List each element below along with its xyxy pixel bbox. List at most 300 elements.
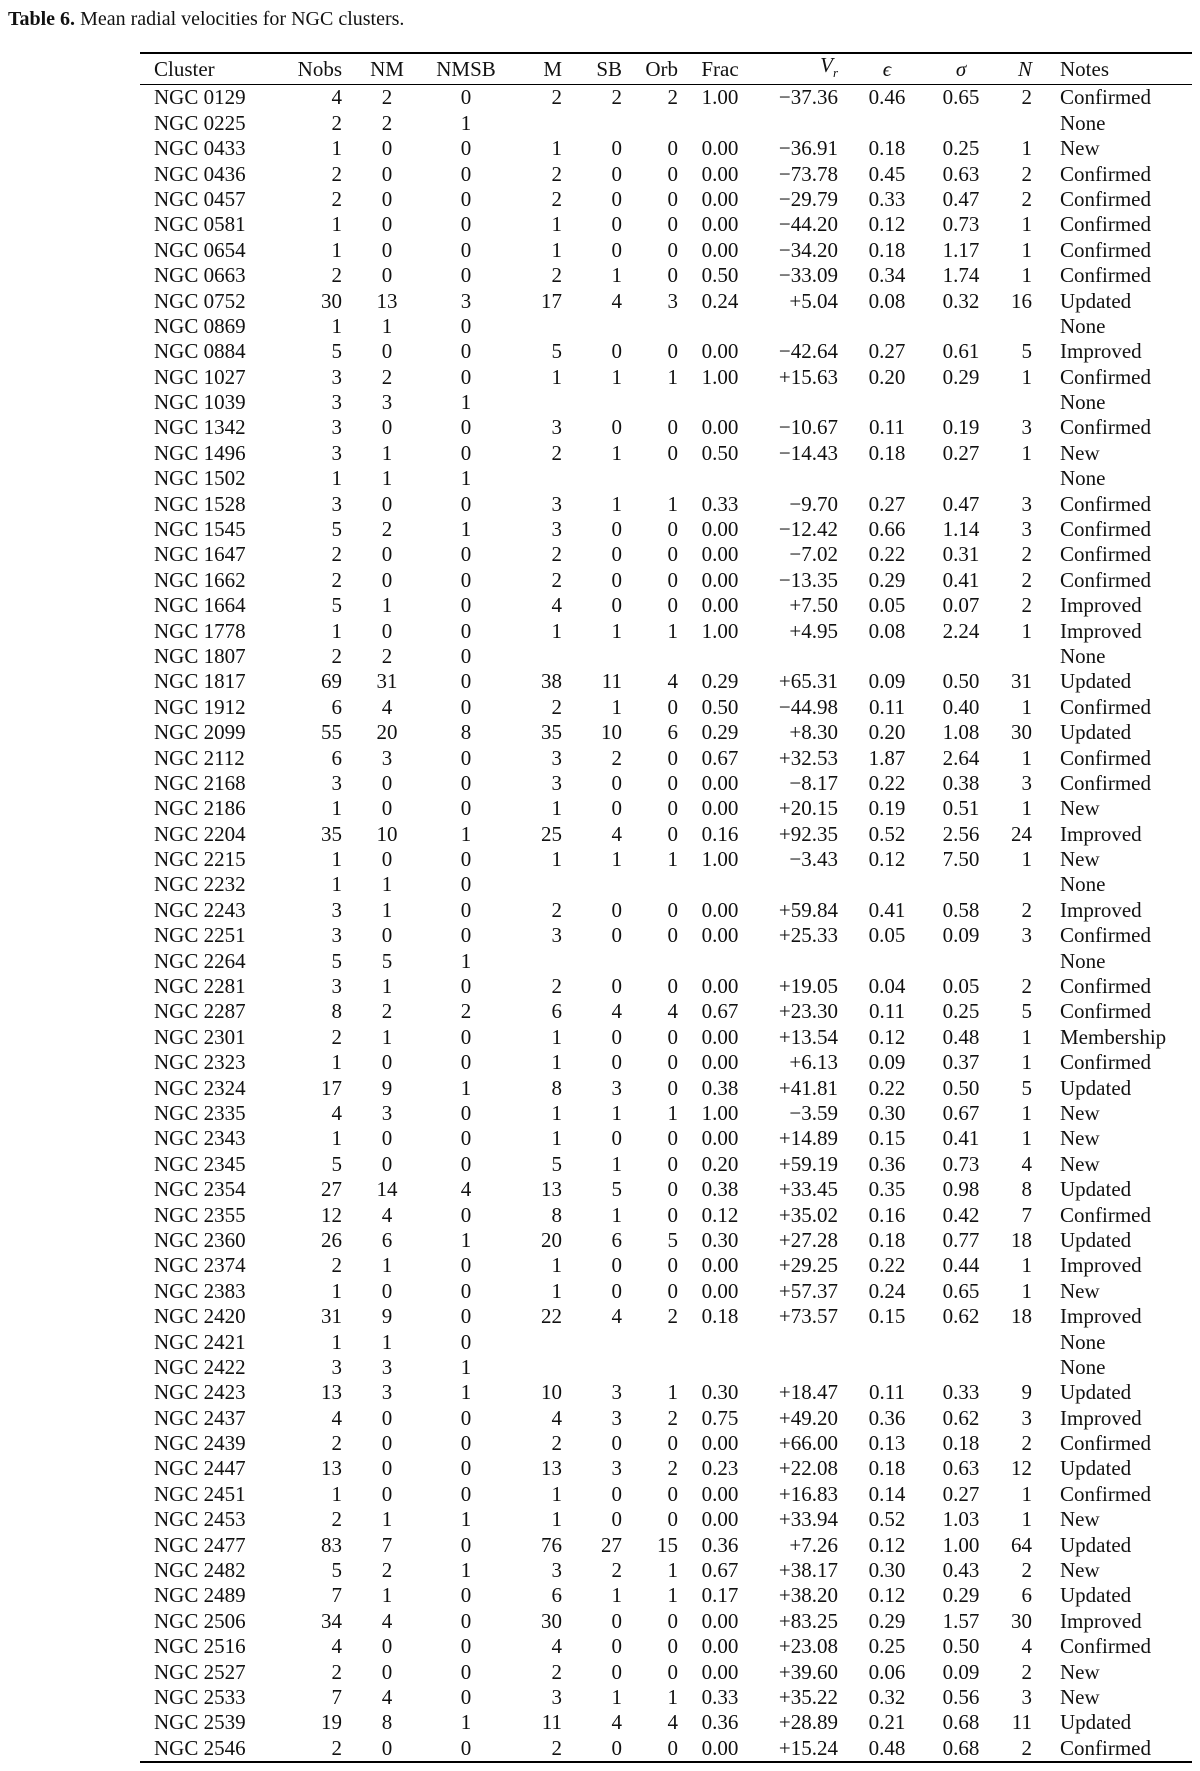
cell-nm: 0 [381,415,393,440]
cell-epsilon: 0.05 [868,923,906,948]
cell-epsilon: 0.18 [868,1456,906,1481]
cell-orb: 0 [667,339,678,364]
cell-vr: +14.89 [778,1126,838,1151]
cell-sigma: 0.40 [942,694,980,719]
cell-n [994,466,1038,491]
cell-sigma: 0.27 [942,1481,980,1506]
cell-sigma: 0.68 [942,1710,980,1735]
cell-nm: 4 [381,1608,393,1633]
cell-nmsb: 1 [460,1710,472,1735]
cell-nm: 1 [381,440,393,465]
cell-vr: −37.36 [778,85,838,110]
cell-notes: None [1060,643,1106,668]
cell-nmsb: 1 [460,1227,472,1252]
cell-sb: 1 [611,263,622,288]
cell-vr: +41.81 [778,1075,838,1100]
cell-m: 1 [551,1481,562,1506]
cell-nobs: 83 [321,1532,342,1557]
cell-nobs: 5 [331,517,342,542]
cell-vr: +38.20 [778,1583,838,1608]
cell-vr: −3.43 [789,847,838,872]
cell-orb: 0 [667,593,678,618]
cell-sb: 0 [611,923,622,948]
cell-sigma: 0.61 [942,339,980,364]
table-row [140,136,1192,161]
cell-m: 4 [551,593,562,618]
cell-notes: New [1060,1151,1100,1176]
cell-frac: 0.00 [701,897,739,922]
header-n: N [1017,57,1032,82]
cell-m [512,1355,570,1380]
header-sigma: σ [955,57,967,82]
cell-n: 4 [1021,1634,1032,1659]
cell-sb: 0 [611,593,622,618]
cell-m [512,390,570,415]
table-row [140,974,1192,999]
cell-n: 1 [1021,136,1032,161]
cell-sb: 2 [611,745,622,770]
table-row [140,542,1192,567]
table-row [140,1583,1192,1608]
table-row [140,1710,1192,1735]
cell-nobs: 1 [331,212,342,237]
header-sb: SB [596,57,622,82]
cell-sb: 0 [611,161,622,186]
cell-epsilon: 0.18 [868,237,906,262]
cell-orb: 0 [667,770,678,795]
cell-vr [750,314,846,339]
cell-cluster: NGC 1027 [154,364,246,389]
cell-nm: 3 [381,745,393,770]
cell-nm: 0 [381,542,393,567]
table-row [140,1558,1192,1583]
cell-nm: 0 [381,1126,393,1151]
cell-cluster: NGC 2264 [154,948,246,973]
cell-nm: 1 [381,1024,393,1049]
cell-orb: 0 [667,567,678,592]
cell-frac: 1.00 [701,618,739,643]
cell-sb: 0 [611,237,622,262]
cell-cluster: NGC 2335 [154,1101,246,1125]
cell-cluster: NGC 2354 [154,1177,246,1202]
cell-nobs: 2 [331,161,342,186]
cell-cluster: NGC 2423 [154,1380,246,1405]
cell-sigma: 1.14 [942,517,980,542]
cell-nobs: 1 [331,1481,342,1506]
cell-nm: 0 [381,1151,393,1176]
cell-notes: Improved [1060,618,1142,643]
table-row [140,1634,1192,1659]
cell-sigma: 0.73 [942,212,980,237]
cell-orb: 0 [667,212,678,237]
cell-sb: 0 [611,1050,622,1075]
cell-nobs: 3 [331,415,342,440]
cell-notes: Improved [1060,593,1142,618]
cell-sigma: 0.47 [942,491,980,516]
cell-m: 2 [551,974,562,999]
cell-frac: 0.36 [701,1532,739,1557]
cell-nobs: 3 [331,364,342,389]
cell-orb [630,111,690,136]
cell-frac: 0.75 [701,1405,739,1430]
cell-nmsb: 0 [460,263,472,288]
cell-nmsb: 0 [460,1431,472,1456]
cell-orb: 1 [667,847,678,872]
cell-nobs: 1 [331,796,342,821]
cell-n: 4 [1021,1151,1032,1176]
cell-nm: 0 [381,1278,393,1303]
cell-notes: Confirmed [1060,161,1151,186]
cell-nobs: 2 [331,1735,342,1760]
cell-m: 1 [551,1024,562,1049]
cell-nobs: 1 [331,136,342,161]
cell-nm: 0 [381,263,393,288]
table-row [140,364,1192,389]
cell-orb: 1 [667,491,678,516]
cell-nmsb: 1 [460,1380,472,1405]
cell-orb: 0 [667,1151,678,1176]
cell-nm: 2 [381,110,393,135]
cell-nmsb: 0 [460,440,472,465]
cell-epsilon: 0.34 [868,263,906,288]
cell-nmsb: 0 [460,745,472,770]
cell-orb: 0 [667,1507,678,1532]
cell-cluster: NGC 2281 [154,974,246,999]
cell-nm: 0 [381,1050,393,1075]
cell-frac: 0.50 [701,263,739,288]
cell-sb: 0 [611,796,622,821]
cell-cluster: NGC 2447 [154,1456,246,1481]
header-orb: Orb [645,57,678,82]
cell-vr [750,1355,846,1380]
table-row [140,1507,1192,1532]
cell-m: 3 [551,415,562,440]
cell-orb: 2 [667,85,678,110]
cell-n: 1 [1021,440,1032,465]
cell-frac: 0.36 [701,1710,739,1735]
cell-epsilon: 0.06 [868,1659,906,1684]
table-row [140,339,1192,364]
cell-vr [750,390,846,415]
header-epsilon: ϵ [882,57,892,82]
cell-m [512,111,570,136]
cell-n: 16 [1011,288,1032,313]
cell-cluster: NGC 2355 [154,1202,246,1227]
table-row [140,314,1192,339]
cell-orb: 2 [667,1456,678,1481]
cell-n: 5 [1021,999,1032,1024]
cell-nmsb: 0 [460,593,472,618]
cell-orb: 4 [667,669,678,694]
cell-m: 5 [551,1151,562,1176]
cell-sb [570,111,630,136]
table-row [140,1304,1192,1329]
cell-cluster: NGC 0654 [154,237,246,262]
cell-vr: +23.30 [778,999,838,1024]
table-row [140,948,1192,973]
cell-epsilon: 0.09 [868,669,906,694]
cell-vr: +20.15 [778,796,838,821]
cell-frac: 0.00 [701,974,739,999]
cell-notes: Confirmed [1060,1735,1151,1760]
cell-n: 18 [1011,1227,1032,1252]
cell-orb: 4 [667,1710,678,1735]
table-row [140,669,1192,694]
cell-nmsb: 0 [460,643,472,668]
cell-n: 1 [1021,1050,1032,1075]
cell-epsilon: 0.18 [868,1227,906,1252]
cell-vr: +18.47 [778,1380,838,1405]
cell-frac: 0.00 [701,339,739,364]
cell-m: 3 [551,517,562,542]
cell-notes: Membership [1060,1024,1167,1049]
cell-m: 2 [551,440,562,465]
cell-m [512,948,570,973]
cell-orb: 0 [667,136,678,161]
cell-notes: New [1060,1278,1100,1303]
cell-notes: Updated [1060,669,1132,694]
cell-sb: 4 [611,821,622,846]
cell-cluster: NGC 0457 [154,186,246,211]
cell-sb [570,1355,630,1380]
table-row [140,263,1192,288]
cell-epsilon: 0.08 [868,618,906,643]
cell-orb: 0 [667,1024,678,1049]
cell-vr: +92.35 [778,821,838,846]
cell-frac: 0.00 [701,237,739,262]
cell-nm: 2 [381,517,393,542]
cell-sigma: 0.62 [942,1405,980,1430]
cell-nmsb: 1 [460,1558,472,1583]
cell-m: 1 [551,847,562,872]
cell-cluster: NGC 2345 [154,1151,246,1176]
cell-nmsb: 0 [460,567,472,592]
cell-cluster: NGC 1502 [154,466,246,491]
cell-nm: 1 [381,1329,393,1354]
cell-notes: None [1060,110,1106,135]
cell-n: 1 [1021,1253,1032,1278]
cell-notes: Updated [1060,1177,1132,1202]
cell-nm: 0 [381,1735,393,1760]
cell-sigma: 0.19 [942,415,980,440]
cell-orb: 0 [667,1735,678,1760]
cell-sb: 3 [611,1405,622,1430]
cell-n: 5 [1021,1075,1032,1100]
cell-cluster: NGC 2232 [154,872,246,897]
cell-m: 22 [541,1304,562,1329]
cell-nmsb: 1 [460,110,472,135]
cell-cluster: NGC 0884 [154,339,246,364]
cell-nm: 3 [381,390,393,415]
cell-nmsb: 0 [460,364,472,389]
cell-nm: 0 [381,491,393,516]
cell-sigma [928,111,994,136]
cell-cluster: NGC 2527 [154,1659,246,1684]
cell-frac: 0.18 [701,1304,739,1329]
cell-n: 6 [1021,1583,1032,1608]
cell-orb: 5 [667,1227,678,1252]
cell-sigma: 0.18 [942,1431,980,1456]
cell-cluster: NGC 1039 [154,390,246,415]
cell-sigma: 0.29 [942,364,980,389]
cell-nmsb: 0 [460,85,472,110]
cell-frac: 1.00 [701,1101,739,1125]
cell-n: 11 [1011,1710,1032,1735]
header-vr [750,53,846,85]
cell-nobs: 7 [331,1684,342,1709]
cell-sigma [928,314,994,339]
cell-vr: +25.33 [778,923,838,948]
cell-notes: Updated [1060,1456,1132,1481]
cell-sb: 0 [611,517,622,542]
cell-sb: 1 [611,440,622,465]
cell-vr: +39.60 [778,1659,838,1684]
cell-vr: +35.02 [778,1202,838,1227]
cell-vr: +15.63 [778,364,838,389]
cell-frac: 0.00 [701,415,739,440]
cell-epsilon: 0.18 [868,136,906,161]
cell-orb [630,1329,690,1354]
cell-m: 8 [551,1202,562,1227]
cell-frac: 0.29 [701,720,739,745]
cell-n: 64 [1011,1532,1032,1557]
cell-sigma: 0.51 [942,796,980,821]
cell-frac [690,390,750,415]
cell-n: 31 [1011,669,1032,694]
cell-n [994,1329,1038,1354]
cell-m: 2 [551,161,562,186]
cell-frac: 0.29 [701,669,739,694]
cell-notes: Confirmed [1060,770,1151,795]
cell-frac: 0.30 [701,1380,739,1405]
cell-orb: 0 [667,1634,678,1659]
cell-orb: 1 [667,364,678,389]
cell-nmsb: 0 [460,212,472,237]
cell-notes: New [1060,1507,1100,1532]
cell-m [512,644,570,669]
cell-nmsb: 0 [460,872,472,897]
cell-nobs: 1 [331,237,342,262]
cell-sb: 1 [611,847,622,872]
cell-notes: New [1060,136,1100,161]
cell-orb: 1 [667,1101,678,1125]
cell-nobs: 2 [331,1253,342,1278]
cell-orb: 1 [667,1684,678,1709]
cell-notes: Confirmed [1060,517,1151,542]
cell-notes: None [1060,948,1106,973]
cell-n: 1 [1021,847,1032,872]
cell-sb: 4 [611,1304,622,1329]
cell-notes: Updated [1060,1227,1132,1252]
cell-n: 3 [1021,517,1032,542]
cell-epsilon [846,390,928,415]
cell-sigma: 0.43 [942,1558,980,1583]
cell-m: 3 [551,1558,562,1583]
cell-sb: 4 [611,288,622,313]
table-row [140,441,1192,466]
cell-nobs: 3 [331,390,342,415]
cell-epsilon: 0.27 [868,491,906,516]
table-row [140,644,1192,669]
cell-m: 8 [551,1075,562,1100]
cell-n: 1 [1021,1024,1032,1049]
cell-sb: 1 [611,1151,622,1176]
cell-m: 2 [551,85,562,110]
cell-frac: 0.00 [701,542,739,567]
cell-n: 2 [1021,85,1032,110]
cell-sb: 1 [611,694,622,719]
cell-nobs: 13 [321,1380,342,1405]
cell-orb: 0 [667,1202,678,1227]
table-row [140,822,1192,847]
cell-m: 17 [541,288,562,313]
header-vr-v: V [820,53,833,77]
cell-sb: 0 [611,542,622,567]
cell-cluster: NGC 0433 [154,136,246,161]
cell-nobs: 7 [331,1583,342,1608]
cell-m [512,314,570,339]
table-row [140,898,1192,923]
cell-sb [570,390,630,415]
table-row [140,720,1192,745]
cell-n: 7 [1021,1202,1032,1227]
cell-cluster: NGC 2482 [154,1558,246,1583]
cell-vr: −73.78 [778,161,838,186]
cell-orb [630,644,690,669]
cell-vr: +28.89 [778,1710,838,1735]
cell-frac: 1.00 [701,364,739,389]
cell-nmsb: 0 [460,1481,472,1506]
cell-n: 2 [1021,974,1032,999]
cell-sb: 2 [611,85,622,110]
cell-n [994,1355,1038,1380]
cell-nobs: 1 [331,618,342,643]
cell-nmsb: 0 [460,542,472,567]
cell-cluster: NGC 0581 [154,212,246,237]
cell-notes: None [1060,466,1106,491]
cell-epsilon: 0.30 [868,1101,906,1125]
cell-sigma: 2.56 [942,821,980,846]
cell-nm: 0 [381,770,393,795]
cell-notes: Confirmed [1060,491,1151,516]
cell-frac: 0.33 [701,1684,739,1709]
cell-nmsb: 0 [460,618,472,643]
cell-notes: New [1060,796,1100,821]
cell-m: 2 [551,1659,562,1684]
cell-sigma: 0.33 [942,1380,980,1405]
cell-nobs: 3 [331,770,342,795]
cell-frac: 0.00 [701,212,739,237]
cell-sigma: 0.31 [942,542,980,567]
cell-sb: 11 [601,669,622,694]
cell-sigma: 0.65 [942,1278,980,1303]
cell-sb: 0 [611,1507,622,1532]
cell-notes: Updated [1060,1710,1132,1735]
cell-frac [690,1329,750,1354]
table-row [140,1736,1192,1762]
table-row [140,161,1192,186]
cell-nobs: 2 [331,110,342,135]
cell-sigma: 0.07 [942,593,980,618]
table-row [140,771,1192,796]
cell-epsilon [846,872,928,897]
cell-nobs: 5 [331,339,342,364]
cell-nmsb: 0 [460,1101,472,1125]
header-frac: Frac [701,57,739,82]
cell-sigma: 1.00 [942,1532,980,1557]
cell-notes: New [1060,1684,1100,1709]
table-row [140,517,1192,542]
